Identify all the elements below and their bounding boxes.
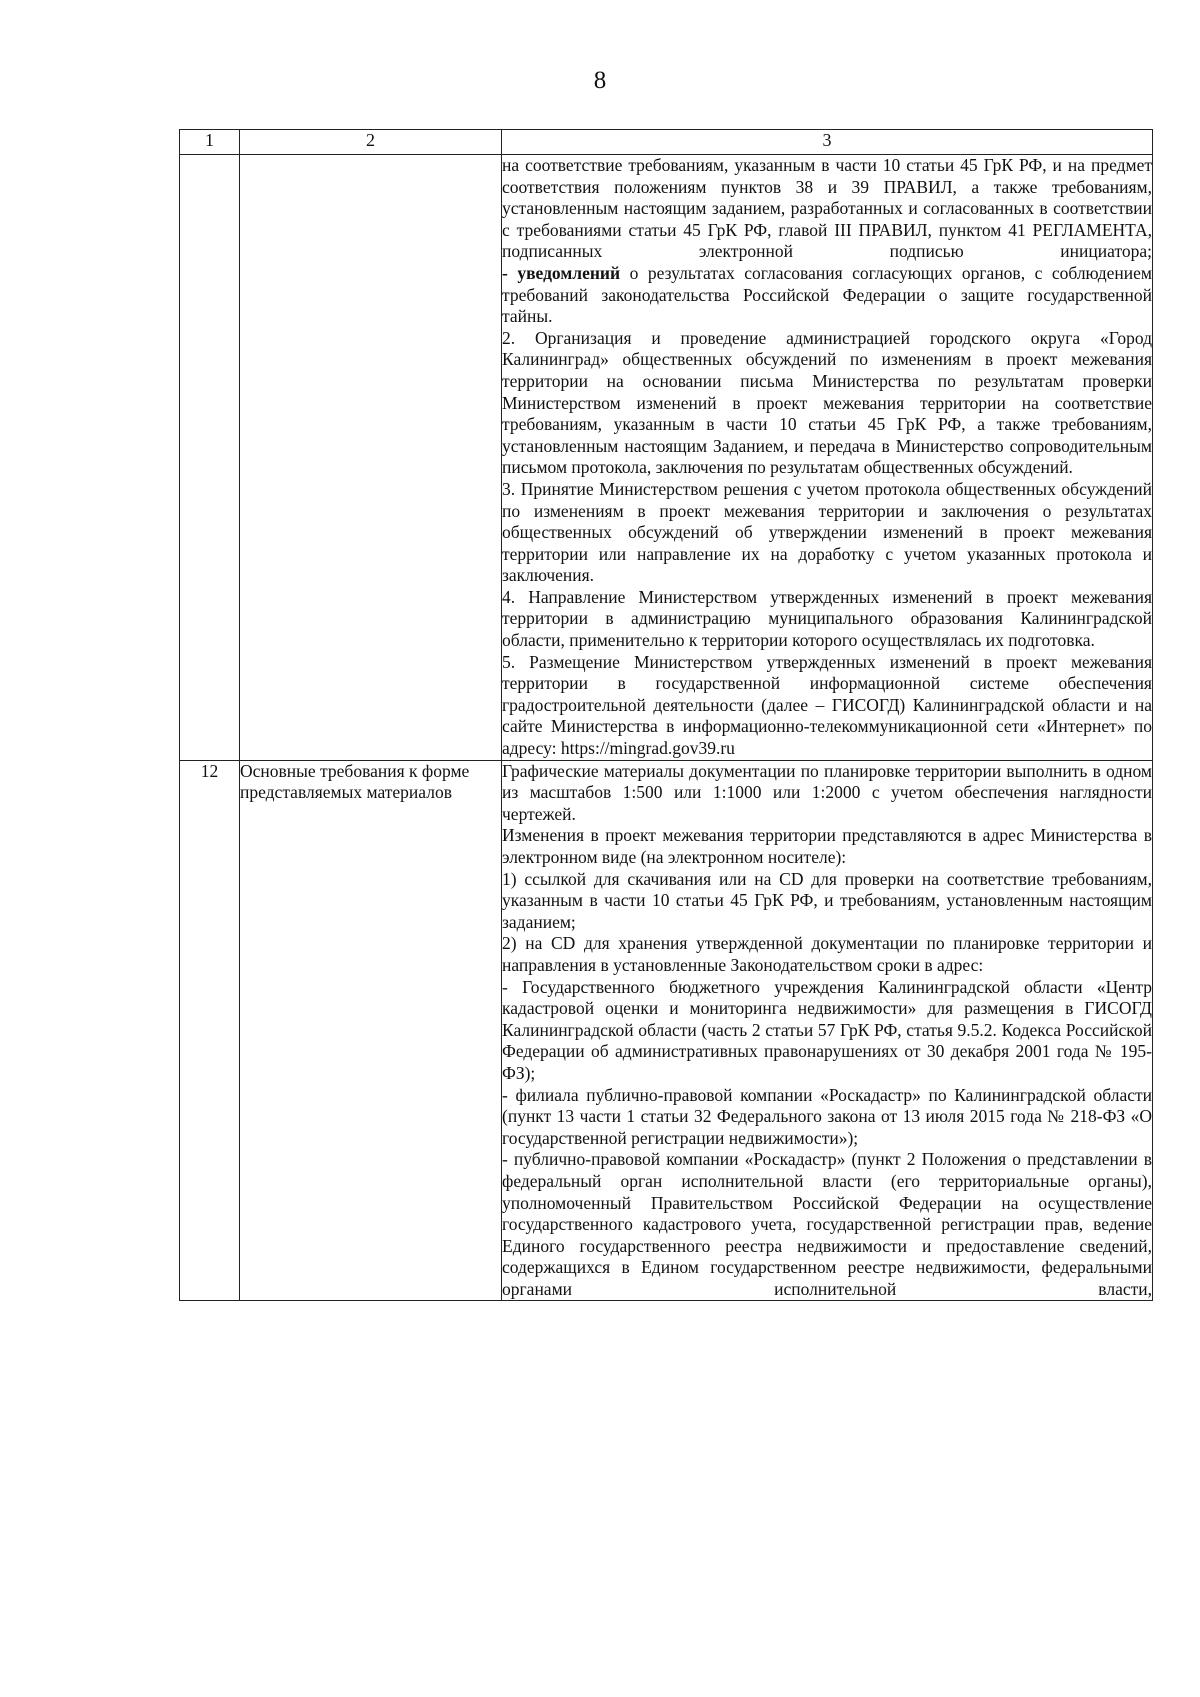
paragraph-step-4: 4. Направление Министерством утвержденных изменений в проект межевания территории в администрацию муниципального образования Калининградской области, применительно к территории которого осуществлялась их подготовка. (502, 586, 1152, 651)
paragraph-step-3: 3. Принятие Министерством решения с учетом протокола общественных обсуждений по изменениям в проект межевания территории и заключения о результатах общественных обсуждений об утверждении изменений в проект межевания территории или направление их на доработку с учетом указанных протокола и заключения. (502, 478, 1152, 586)
table-row-continued (180, 155, 1153, 761)
paragraph-notifications (502, 263, 1152, 328)
table-row-12 (180, 760, 1153, 1301)
column-header-2: 2 (240, 130, 502, 155)
paragraph-item-1: 1) ссылкой для скачивания или на CD для проверки на соответствие требованиям, указанным в части 10 статьи 45 ГрК РФ, и требованиям, установленным настоящим заданием; (502, 868, 1152, 932)
row-label-cell (240, 155, 502, 761)
paragraph-roskadastr-company: - публично-правовой компании «Роскадастр» (пункт 2 Положения о представлении в федеральный орган исполнительной власти (его территориальные органы), уполномоченный Правительством Российской Федерации на осуществление государственного кадастрового учета, государственной регистрации прав, ведение Единого государственного реестра недвижимости и предоставление сведений, содержащихся в Едином государственном реестре недвижимости, федеральными органами исполнительной власти, (502, 1149, 1152, 1299)
paragraph-step-5: 5. Размещение Министерством утвержденных изменений в проект межевания территории в государственной информационной системе обеспечения градостроительной деятельности (далее – ГИСОГД) Калининградской области и на сайте Министерства в информационно-телекоммуникационной сети «Интернет» по адресу: https://mingrad.gov39.ru (502, 651, 1152, 759)
paragraph-item-2: 2) на CD для хранения утвержденной документации по планировке территории и направления в установленные Законодательством сроки в адрес: (502, 933, 1152, 975)
page-number: 8 (593, 67, 607, 94)
paragraph-step-2: 2. Организация и проведение администрацией городского округа «Город Калининград» общественных обсуждений по изменениям в проект межевания территории на основании письма Министерства по результатам проверки Министерством изменений в проект межевания территории на соответствие требованиям, указанным в части 10 статьи 45 ГрК РФ, а также требованиям, установленным настоящим Заданием, и передача в Министерство сопроводительным письмом протокола, заключения по результатам общественных обсуждений. (502, 327, 1152, 478)
paragraph-electronic-form: Изменения в проект межевания территории представляются в адрес Министерства в электронном виде (на электронном носителе): (502, 825, 1152, 867)
column-header-1: 1 (180, 130, 240, 155)
column-header-3: 3 (502, 130, 1153, 155)
row-label-cell: Основные требования к форме представляемых материалов (240, 760, 502, 1301)
notifications-text: о результатах согласования согласующих органов, с соблюдением требований законодательства Российской Федерации о защите государственной тайны. (502, 262, 1152, 327)
notifications-bold-term: - уведомлений (502, 262, 621, 283)
table-header-row (180, 130, 1153, 155)
paragraph-cadastral-center: - Государственного бюджетного учреждения Калининградской области «Центр кадастровой оценки и мониторинга недвижимости» для размещения в ГИСОГД Калининградской области (часть 2 статьи 57 ГрК РФ, статья 9.5.2. Кодекса Российской Федерации об административных правонарушениях от 30 декабря 2001 года № 195-ФЗ); (502, 976, 1152, 1083)
paragraph-graphics-scale: Графические материалы документации по планировке территории выполнить в одном из масштабов 1:500 или 1:1000 или 1:2000 с учетом обеспечения наглядности чертежей. (502, 760, 1152, 824)
row-number-cell (180, 155, 240, 761)
requirements-table (179, 129, 1153, 1301)
paragraph-roskadastr-branch: - филиала публично-правовой компании «Роскадастр» по Калининградской области (пункт 13 части 1 статьи 32 Федерального закона от 13 июля 2015 года № 218-ФЗ «О государственной регистрации недвижимости»); (502, 1084, 1152, 1148)
row-content-cell (502, 760, 1153, 1301)
paragraph-verification: на соответствие требованиям, указанным в части 10 статьи 45 ГрК РФ, и на предмет соответствия положениям пунктов 38 и 39 ПРАВИЛ, а также требованиям, установленным настоящим заданием, разработанных и согласованных в соответствии с требованиями статьи 45 ГрК РФ, главой III ПРАВИЛ, пунктом 41 РЕГЛАМЕНТА, подписанных электронной подписью инициатора; (502, 155, 1152, 262)
row-content-cell (502, 155, 1153, 761)
row-number-cell: 12 (180, 760, 240, 1301)
